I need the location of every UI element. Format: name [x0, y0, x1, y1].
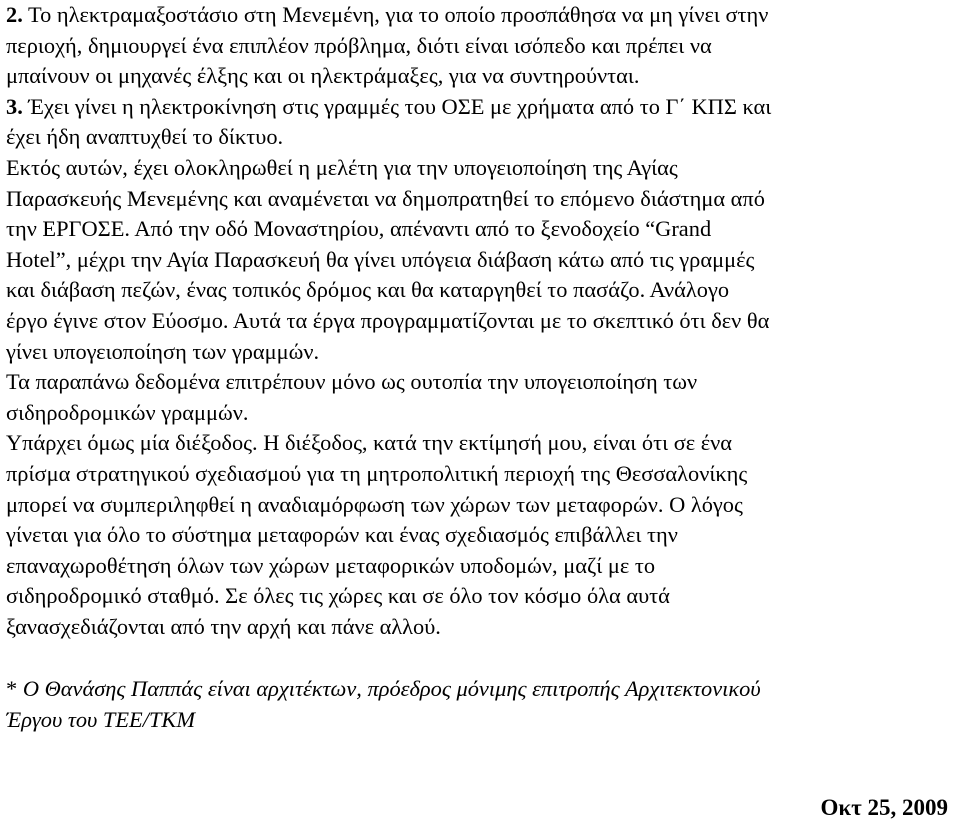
text-line: σιδηροδρομικών γραμμών.	[6, 399, 249, 425]
item-number: 3.	[6, 93, 23, 119]
text-line: 3. Έχει γίνει η ηλεκτροκίνηση στις γραμμές του ΟΣΕ με χρήματα από το Γ΄ ΚΠΣ και	[6, 93, 772, 119]
paragraph-2	[6, 0, 954, 92]
document-page	[6, 0, 954, 736]
paragraph-3	[6, 92, 954, 643]
text-line: Υπάρχει όμως μία διέξοδος. Η διέξοδος, κατά την εκτίμησή μου, είναι ότι σε ένα	[6, 430, 733, 456]
text-line: πρίσμα στρατηγικού σχεδιασμού για τη μητροπολιτική περιοχή της Θεσσαλονίκης	[6, 460, 748, 486]
footnote-marker: *	[6, 676, 18, 702]
text-line: σιδηροδρομικό σταθμό. Σε όλες τις χώρες και σε όλο τον κόσμο όλα αυτά	[6, 583, 670, 609]
text-line: Τα παραπάνω δεδομένα επιτρέπουν μόνο ως ουτοπία την υπογειοποίηση των	[6, 369, 698, 395]
text-line: περιοχή, δημιουργεί ένα επιπλέον πρόβλημα, διότι είναι ισόπεδο και πρέπει να	[6, 32, 712, 58]
text-line: μπαίνουν οι μηχανές έλξης και οι ηλεκτράμαξες, για να συντηρούνται.	[6, 63, 640, 89]
text-line: Εκτός αυτών, έχει ολοκληρωθεί η μελέτη για την υπογειοποίηση της Αγίας	[6, 154, 678, 180]
text-line: μπορεί να συμπεριληφθεί η αναδιαμόρφωση των χώρων των μεταφορών. Ο λόγος	[6, 491, 743, 517]
text-line: Hotel”, μέχρι την Αγία Παρασκευή θα γίνει υπόγεια διάβαση κάτω από τις γραμμές	[6, 246, 755, 272]
text-line: επαναχωροθέτηση όλων των χώρων μεταφορικών υποδομών, μαζί με το	[6, 552, 656, 578]
text-line: ξανασχεδιάζονται από την αρχή και πάνε αλλού.	[6, 613, 441, 639]
text-line: έργο έγινε στον Εύοσμο. Αυτά τα έργα προγραμματίζονται με το σκεπτικό ότι δεν θα	[6, 307, 770, 333]
document-date: Οκτ 25, 2009	[820, 795, 948, 820]
author-footnote	[6, 674, 954, 735]
text-line: 2. Το ηλεκτραμαξοστάσιο στη Μενεμένη, για το οποίο προσπάθησα να μη γίνει στην	[6, 2, 769, 27]
spacer	[6, 642, 954, 674]
text-line: Παρασκευής Μενεμένης και αναμένεται να δημοπρατηθεί το επόμενο διάστημα από	[6, 185, 765, 211]
text-line: γίνεται για όλο το σύστημα μεταφορών και ένας σχεδιασμός επιβάλλει την	[6, 522, 678, 548]
text-line: την ΕΡΓΟΣΕ. Από την οδό Μοναστηρίου, απέναντι από το ξενοδοχείο “Grand	[6, 216, 712, 242]
text-line: και διάβαση πεζών, ένας τοπικός δρόμος και θα καταργηθεί το πασάζο. Ανάλογο	[6, 277, 730, 303]
text-line: Έργου του ΤΕΕ/ΤΚΜ	[6, 707, 195, 733]
text-line: * Ο Θανάσης Παππάς είναι αρχιτέκτων, πρόεδρος μόνιμης επιτροπής Αρχιτεκτονικού	[6, 676, 761, 702]
text-line: γίνει υπογειοποίηση των γραμμών.	[6, 338, 320, 364]
item-number: 2.	[6, 2, 23, 27]
text-line: έχει ήδη αναπτυχθεί το δίκτυο.	[6, 124, 284, 150]
